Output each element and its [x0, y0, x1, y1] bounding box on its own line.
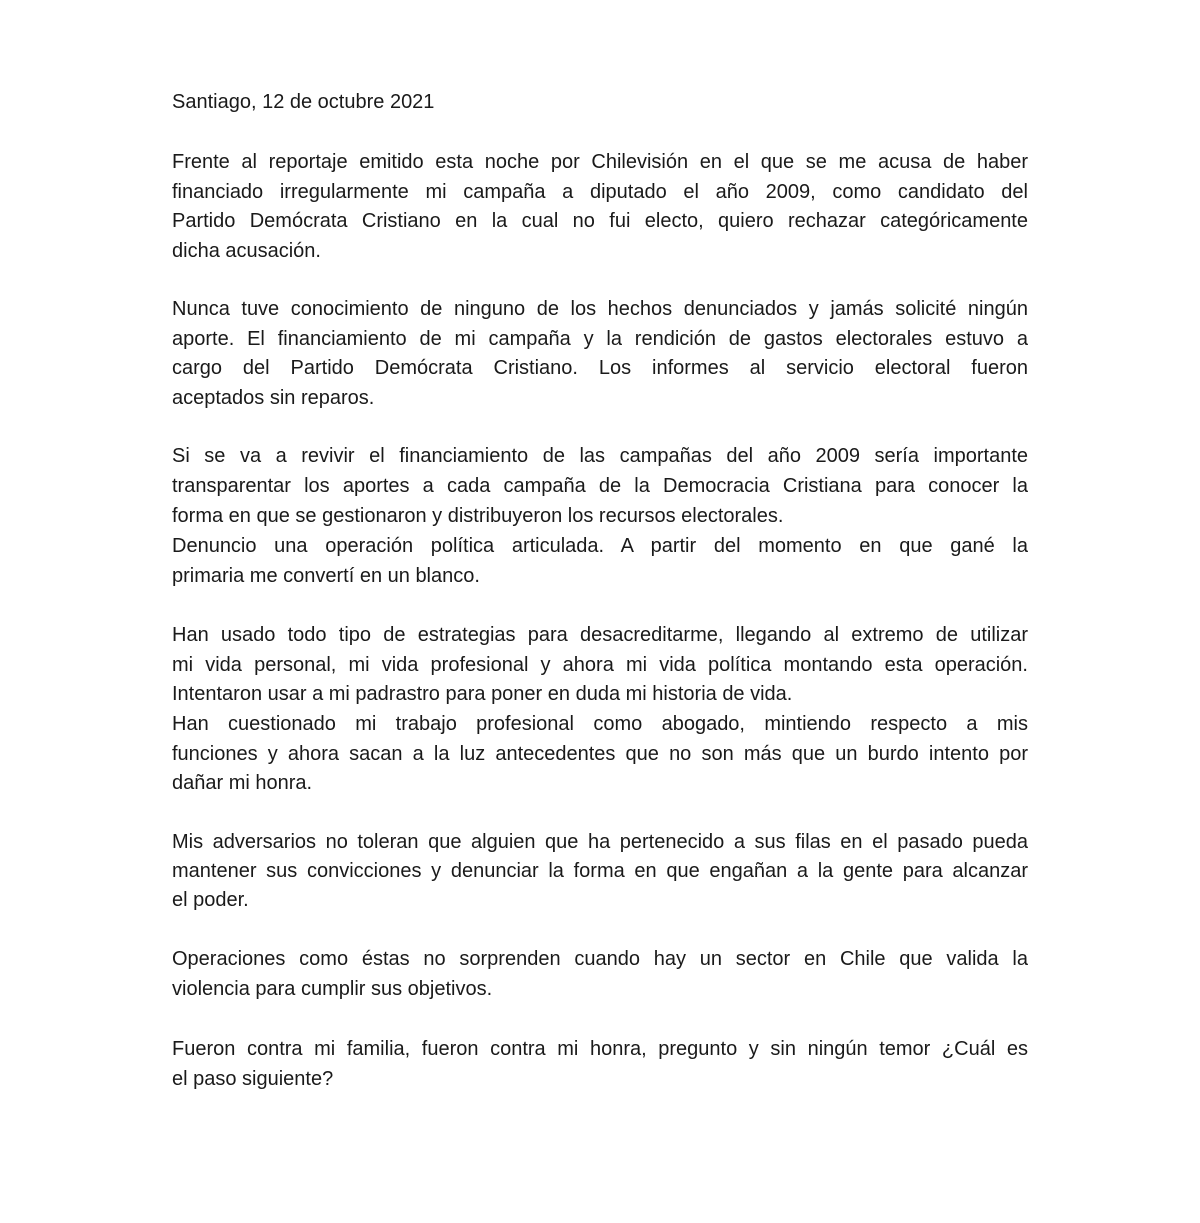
paragraph-5-line-1: Mis adversarios no toleran que alguien que ha pertenecido a sus filas en el pasado pueda	[172, 831, 1028, 853]
paragraph-3-line-3: forma en que se gestionaron y distribuyeron los recursos electorales.	[172, 505, 784, 527]
paragraph-3-line-1: Si se va a revivir el financiamiento de las campañas del año 2009 sería importante	[172, 445, 1028, 467]
paragraph-6-line-2: violencia para cumplir sus objetivos.	[172, 978, 493, 1000]
dateline: Santiago, 12 de octubre 2021	[172, 91, 435, 113]
paragraph-4-line-4: Han cuestionado mi trabajo profesional como abogado, mintiendo respecto a mis	[172, 713, 1028, 735]
paragraph-1-line-3: Partido Demócrata Cristiano en la cual no fui electo, quiero rechazar categóricamente	[172, 210, 1028, 232]
paragraph-2-line-2: aporte. El financiamiento de mi campaña y la rendición de gastos electorales estuvo a	[172, 328, 1028, 350]
paragraph-1-line-4: dicha acusación.	[172, 240, 321, 262]
paragraph-5-line-2: mantener sus convicciones y denunciar la forma en que engañan a la gente para alcanzar	[172, 860, 1028, 882]
paragraph-5-line-3: el poder.	[172, 889, 249, 911]
paragraph-4-line-5: funciones y ahora sacan a la luz antecedentes que no son más que un burdo intento por	[172, 743, 1028, 765]
paragraph-4-line-3: Intentaron usar a mi padrastro para poner en duda mi historia de vida.	[172, 683, 793, 705]
paragraph-1-line-1: Frente al reportaje emitido esta noche por Chilevisión en el que se me acusa de haber	[172, 151, 1028, 173]
paragraph-1-line-2: financiado irregularmente mi campaña a diputado el año 2009, como candidato del	[172, 181, 1028, 203]
paragraph-4-line-1: Han usado todo tipo de estrategias para desacreditarme, llegando al extremo de utilizar	[172, 624, 1028, 646]
paragraph-4-line-2: mi vida personal, mi vida profesional y ahora mi vida política montando esta operación.	[172, 654, 1028, 676]
paragraph-6-line-1: Operaciones como éstas no sorprenden cuando hay un sector en Chile que valida la	[172, 948, 1028, 970]
paragraph-2-line-1: Nunca tuve conocimiento de ninguno de los hechos denunciados y jamás solicité ningún	[172, 298, 1028, 320]
paragraph-4-line-6: dañar mi honra.	[172, 772, 313, 794]
paragraph-3-line-2: transparentar los aportes a cada campaña de la Democracia Cristiana para conocer la	[172, 475, 1028, 497]
paragraph-7-line-1: Fueron contra mi familia, fueron contra mi honra, pregunto y sin ningún temor ¿Cuál es	[172, 1038, 1028, 1060]
paragraph-2-line-3: cargo del Partido Demócrata Cristiano. Los informes al servicio electoral fueron	[172, 357, 1028, 379]
paragraph-3-line-4: Denuncio una operación política articulada. A partir del momento en que gané la	[172, 535, 1028, 557]
paragraph-7-line-2: el paso siguiente?	[172, 1068, 334, 1090]
paragraph-3-line-5: primaria me convertí en un blanco.	[172, 565, 480, 587]
paragraph-2-line-4: aceptados sin reparos.	[172, 387, 375, 409]
